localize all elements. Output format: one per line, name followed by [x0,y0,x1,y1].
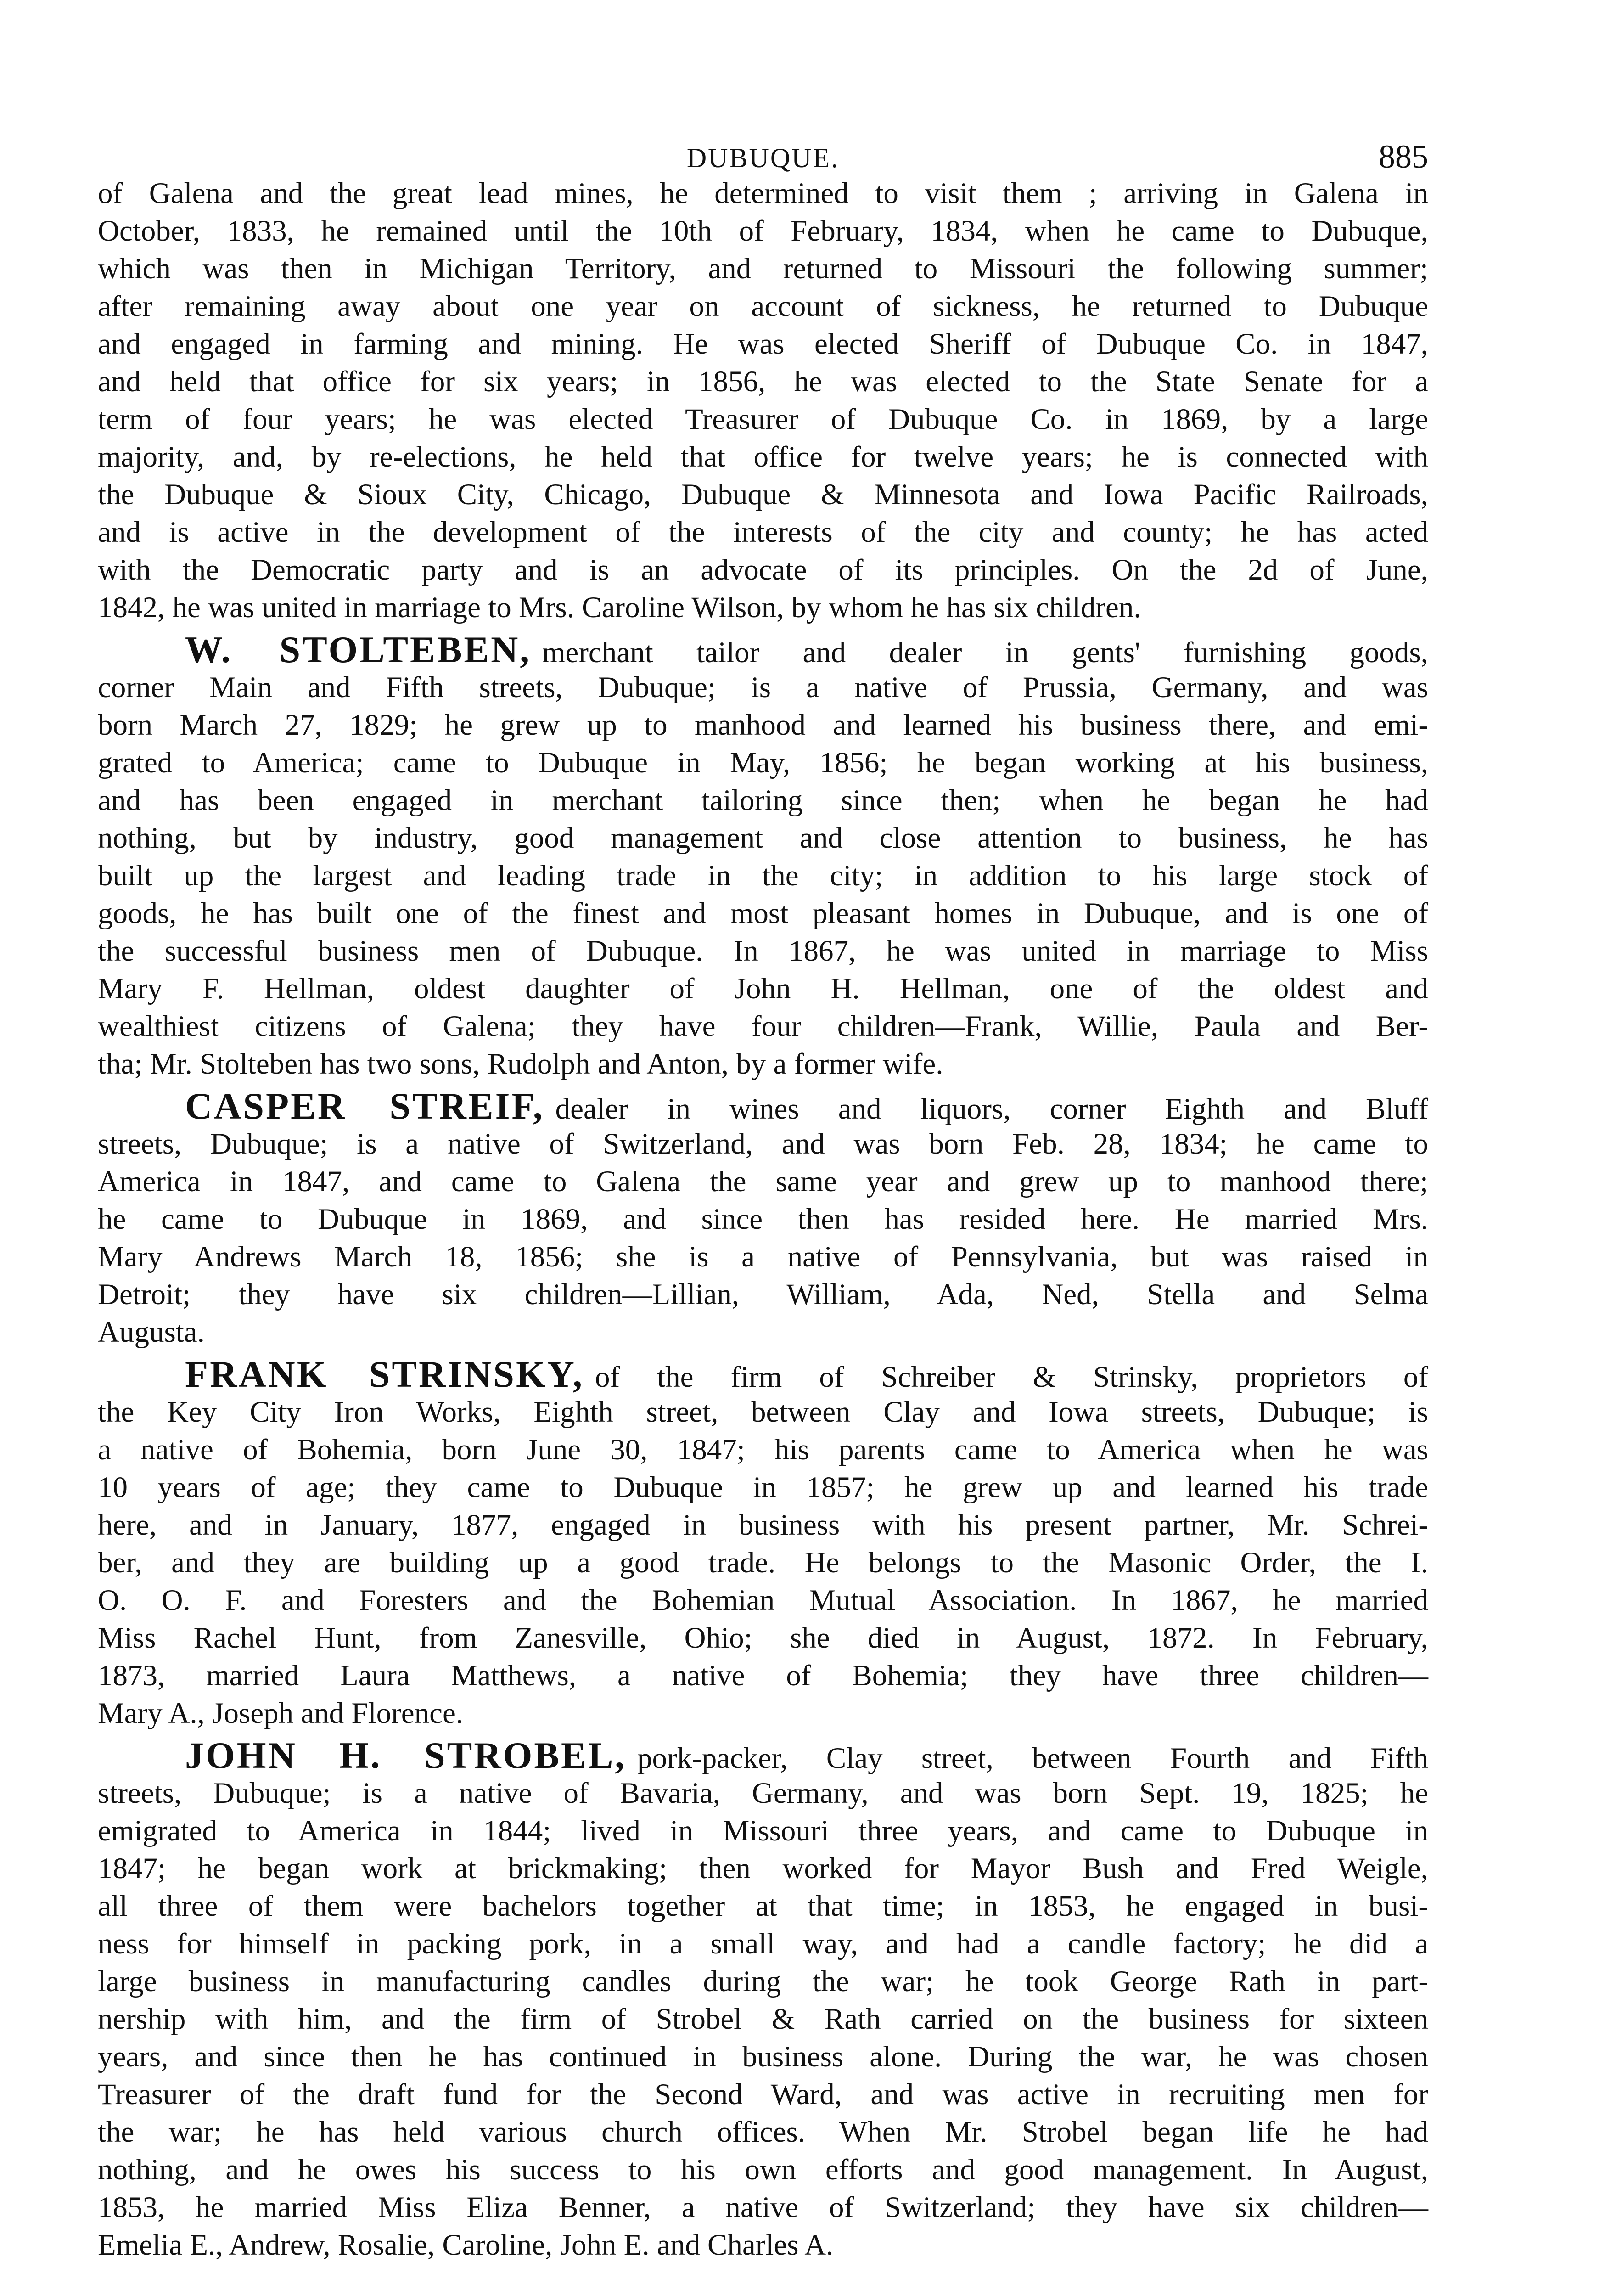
text-line [98,1007,1428,1045]
line-text: of Galena and the great lead mines, he determined to visit them ; arriving in Galena in [98,177,1428,210]
line-text: with the Democratic party and is an advocate of its principles. On the 2d of June, [98,553,1428,586]
entry-name: JOHN H. STROBEL, [185,1734,626,1776]
page-number: 885 [1379,138,1428,175]
text-line [98,1581,1428,1619]
text-line [98,895,1428,932]
text-line [98,706,1428,744]
line-text: streets, Dubuque; is a native of Switzerland, and was born Feb. 28, 1834; he came to [98,1127,1428,1160]
line-text: built up the largest and leading trade in the city; in addition to his large stock of [98,859,1428,892]
line-text: years, and since then he has continued in business alone. During the war, he was chosen [98,2040,1428,2073]
line-text: 10 years of age; they came to Dubuque in 1857; he grew up and learned his trade [98,1471,1428,1504]
line-text: tha; Mr. Stolteben has two sons, Rudolph and Anton, by a former wife. [98,1047,943,1080]
text-line [98,287,1428,325]
line-text: corner Main and Fifth streets, Dubuque; is a native of Prussia, Germany, and was [98,671,1428,704]
line-text: nothing, and he owes his success to his own efforts and good management. In August, [98,2153,1428,2186]
text-line [98,2226,1428,2264]
text-line [98,2038,1428,2076]
text-line [98,932,1428,970]
text-line [98,1774,1428,1812]
running-title: DUBUQUE. [686,143,840,173]
text-line [98,2151,1428,2189]
text-line [98,1276,1428,1313]
text-line [98,1393,1428,1431]
line-text: Emelia E., Andrew, Rosalie, Caroline, John E. and Charles A. [98,2228,834,2262]
line-text: he came to Dubuque in 1869, and since then has resided here. He married Mrs. [98,1203,1428,1236]
line-text: 1873, married Laura Matthews, a native of Bohemia; they have three children— [98,1659,1428,1692]
line-text: ness for himself in packing pork, in a small way, and had a candle factory; he did a [98,1927,1428,1960]
line-text: the Key City Iron Works, Eighth street, between Clay and Iowa streets, Dubuque; is [98,1396,1428,1429]
text-line [98,400,1428,438]
text-line [98,1163,1428,1200]
line-text: ber, and they are building up a good trade. He belongs to the Masonic Order, the I. [98,1546,1428,1579]
line-text: 1853, he married Miss Eliza Benner, a native of Switzerland; they have six children— [98,2191,1428,2224]
line-text: and has been engaged in merchant tailoring since then; when he began he had [98,784,1428,817]
line-text: large business in manufacturing candles during the war; he took George Rath in part- [98,1965,1428,1998]
text-line [98,819,1428,857]
line-text: nership with him, and the firm of Strobel & Rath carried on the business for sixteen [98,2003,1428,2036]
line-text: and is active in the development of the interests of the city and county; he has acted [98,516,1428,549]
text-line [98,2113,1428,2151]
text-line [98,1657,1428,1694]
text-line [98,551,1428,589]
line-text: the Dubuque & Sioux City, Chicago, Dubuque & Minnesota and Iowa Pacific Railroads, [98,478,1428,511]
text-line [98,1734,1428,1776]
text-line [98,857,1428,895]
line-text: and engaged in farming and mining. He was elected Sheriff of Dubuque Co. in 1847, [98,327,1428,360]
text-line [98,363,1428,400]
text-line [98,1694,1428,1732]
text-line [98,744,1428,782]
line-text: Mary F. Hellman, oldest daughter of John H. Hellman, one of the oldest and [98,972,1428,1005]
line-text: and held that office for six years; in 1856, he was elected to the State Senate for a [98,365,1428,398]
text-line [98,631,1428,669]
text-line [98,174,1428,212]
text-line [98,2076,1428,2113]
line-text: merchant tailor and dealer in gents' furnishing goods, [542,636,1428,669]
text-line [98,1963,1428,2000]
text-line [98,669,1428,706]
text-line [98,250,1428,287]
text-line [98,438,1428,476]
text-line [98,1125,1428,1163]
text-line [98,1506,1428,1544]
text-line [98,1619,1428,1657]
text-line [98,513,1428,551]
line-text: the successful business men of Dubuque. In 1867, he was united in marriage to Miss [98,934,1428,968]
text-line [98,782,1428,819]
line-text: Miss Rachel Hunt, from Zanesville, Ohio; she died in August, 1872. In February, [98,1621,1428,1654]
text-line [98,2000,1428,2038]
line-text: dealer in wines and liquors, corner Eighth and Bluff [555,1092,1428,1125]
text-line [98,1812,1428,1850]
text-line [98,1925,1428,1963]
line-text: emigrated to America in 1844; lived in Missouri three years, and came to Dubuque in [98,1814,1428,1847]
body-text [98,0,1428,2282]
line-text: a native of Bohemia, born June 30, 1847; his parents came to America when he was [98,1433,1428,1466]
text-line [98,1045,1428,1083]
line-text: streets, Dubuque; is a native of Bavaria, Germany, and was born Sept. 19, 1825; he [98,1777,1428,1810]
text-line [98,325,1428,363]
text-line [98,1544,1428,1581]
line-text: 1847; he began work at brickmaking; then worked for Mayor Bush and Fred Weigle, [98,1852,1428,1885]
line-text: the war; he has held various church offices. When Mr. Strobel began life he had [98,2116,1428,2149]
line-text: Mary Andrews March 18, 1856; she is a native of Pennsylvania, but was raised in [98,1240,1428,1273]
line-text: born March 27, 1829; he grew up to manhood and learned his business there, and emi- [98,709,1428,742]
text-line [98,1087,1428,1125]
text-line [98,589,1428,626]
line-text: grated to America; came to Dubuque in May, 1856; he began working at his business, [98,746,1428,779]
text-line [98,1200,1428,1238]
continued-paragraph [98,174,1428,626]
text-line [98,1238,1428,1276]
line-text: term of four years; he was elected Treasurer of Dubuque Co. in 1869, by a large [98,403,1428,436]
text-line [98,1850,1428,1887]
biography-entry [98,1353,1428,1732]
line-text: of the firm of Schreiber & Strinsky, proprietors of [595,1361,1428,1394]
line-text: Treasurer of the draft fund for the Second Ward, and was active in recruiting men for [98,2078,1428,2111]
line-text: goods, he has built one of the finest and most pleasant homes in Dubuque, and is one of [98,897,1428,930]
text-line [98,1887,1428,1925]
line-text: America in 1847, and came to Galena the same year and grew up to manhood there; [98,1165,1428,1198]
line-text: pork-packer, Clay street, between Fourth and Fifth [637,1742,1428,1775]
text-line [98,1431,1428,1469]
entry-name: W. STOLTEBEN, [185,629,531,670]
text-line [98,1469,1428,1506]
line-text: here, and in January, 1877, engaged in business with his present partner, Mr. Schrei- [98,1508,1428,1542]
line-text: Mary A., Joseph and Florence. [98,1697,464,1730]
text-line [98,1353,1428,1395]
text-line [98,970,1428,1007]
line-text: October, 1833, he remained until the 10th of February, 1834, when he came to Dubuque, [98,214,1428,248]
biography-entry [98,1734,1428,2264]
line-text: all three of them were bachelors together at that time; in 1853, he engaged in busi- [98,1890,1428,1923]
line-text: Detroit; they have six children—Lillian, William, Ada, Ned, Stella and Selma [98,1278,1428,1311]
line-text: 1842, he was united in marriage to Mrs. Caroline Wilson, by whom he has six children. [98,591,1141,624]
line-text: after remaining away about one year on account of sickness, he returned to Dubuque [98,290,1428,323]
text-line [98,212,1428,250]
biography-entry [98,1087,1428,1351]
line-text: O. O. F. and Foresters and the Bohemian Mutual Association. In 1867, he married [98,1584,1428,1617]
entry-name: FRANK STRINSKY, [185,1353,584,1395]
entry-name: CASPER STREIF, [185,1085,544,1127]
line-text: Augusta. [98,1316,205,1349]
biography-entry [98,631,1428,1083]
line-text: wealthiest citizens of Galena; they have four children—Frank, Willie, Paula and Ber- [98,1010,1428,1043]
line-text: majority, and, by re-elections, he held that office for twelve years; he is connected with [98,440,1428,473]
text-line [98,2189,1428,2226]
line-text: which was then in Michigan Territory, and returned to Missouri the following summer; [98,252,1428,285]
text-line [98,476,1428,513]
text-line [98,1313,1428,1351]
line-text: nothing, but by industry, good management and close attention to business, he has [98,822,1428,855]
